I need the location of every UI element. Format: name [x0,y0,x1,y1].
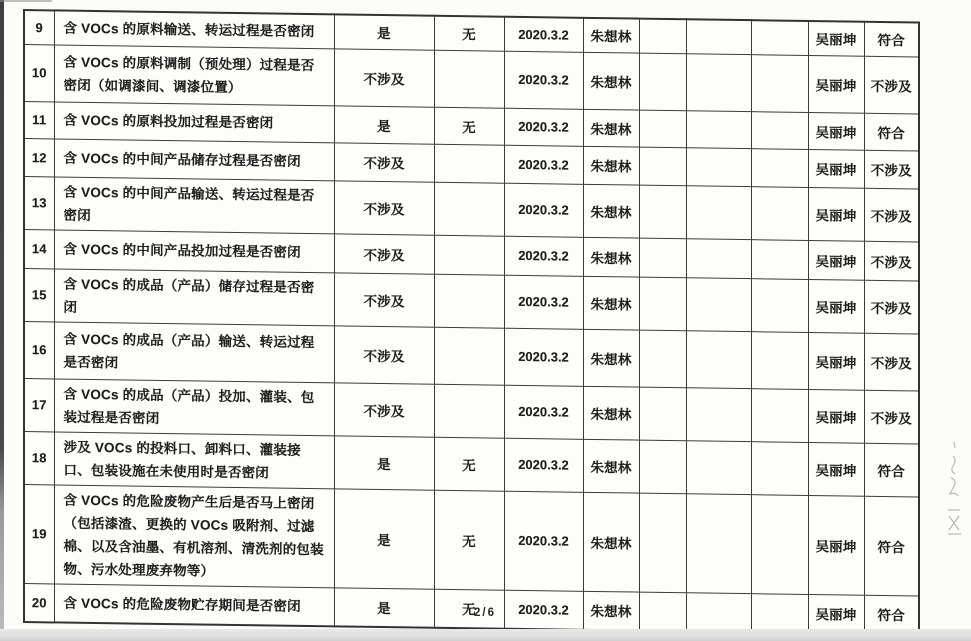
result-cell: 符合 [864,113,919,151]
row-number: 9 [24,10,54,44]
item-text: 含 VOCs 的中间产品储存过程是否密闭 [54,138,334,180]
row-number: 15 [24,268,54,321]
date-cell: 2020.3.2 [504,108,583,146]
item-text: 含 VOCs 的中间产品投加过程是否密闭 [54,229,334,272]
empty-cell [751,20,808,55]
empty-cell [751,441,808,495]
empty-cell [686,19,751,54]
empty-cell [686,277,751,331]
scan-edge-strip-left [0,0,4,641]
reviewer-cell: 吴丽坤 [808,279,864,333]
empty-cell [639,185,686,239]
row-number: 19 [24,484,54,583]
table-row [24,484,919,595]
secondary-cell: 无 [434,16,504,51]
secondary-cell: 无 [434,107,504,145]
result-cell: 符合 [864,22,919,57]
item-text: 含 VOCs 的成品（产品）储存过程是否密闭 [54,268,334,325]
answer-cell: 不涉及 [334,272,434,326]
empty-cell [639,147,686,186]
reviewer-cell: 吴丽坤 [808,442,864,496]
secondary-cell: 无 [434,589,504,629]
inspector-cell: 朱想林 [583,146,639,185]
item-text: 含 VOCs 的中间产品输送、转运过程是否密闭 [54,176,334,233]
answer-cell: 是 [334,435,434,489]
empty-cell [686,53,751,111]
inspector-cell: 朱想林 [583,52,639,110]
row-number: 17 [24,378,54,431]
result-cell: 不涉及 [864,241,919,281]
row-number: 11 [24,101,54,138]
date-cell: 2020.3.2 [504,328,583,386]
secondary-cell [434,182,504,236]
reviewer-cell: 吴丽坤 [808,389,864,443]
date-cell: 2020.3.2 [504,183,583,237]
item-text: 涉及 VOCs 的投料口、卸料口、灌装接口、包装设施在未使用时是否密闭 [54,431,334,488]
secondary-cell: 无 [434,437,504,491]
empty-cell [751,494,808,594]
empty-cell [686,440,751,494]
secondary-cell [434,327,504,385]
empty-cell [686,493,751,593]
item-text: 含 VOCs 的危险废物产生后是否马上密闭（包括漆渣、更换的 VOCs 吸附剂、过滤棉、以及含油墨、有机溶剂、清洗剂的包装物、污水处理废弃物等） [54,484,334,587]
row-number: 16 [24,321,54,378]
empty-cell [639,238,686,278]
answer-cell: 不涉及 [334,142,434,181]
row-number: 18 [24,431,54,484]
inspector-cell: 朱想林 [583,18,639,53]
empty-cell [686,110,751,148]
empty-cell [751,593,808,633]
empty-cell [686,592,751,632]
answer-cell: 是 [334,488,434,588]
reviewer-cell: 吴丽坤 [808,332,864,390]
empty-cell [751,148,808,187]
date-cell: 2020.3.2 [504,51,583,109]
inspector-cell: 朱想林 [583,184,639,238]
inspector-cell: 朱想林 [583,591,639,631]
empty-cell [686,387,751,441]
row-number: 20 [24,583,54,622]
inspector-cell: 朱想林 [583,492,639,592]
answer-cell: 是 [334,105,434,143]
item-text: 含 VOCs 的成品（产品）输送、转运过程是否密闭 [54,321,334,382]
answer-cell: 不涉及 [334,325,434,383]
inspector-cell: 朱想林 [583,276,639,330]
date-cell: 2020.3.2 [504,385,583,439]
item-text: 含 VOCs 的原料投加过程是否密闭 [54,101,334,142]
secondary-cell [434,235,504,275]
reviewer-cell: 吴丽坤 [808,21,864,56]
result-cell: 符合 [864,496,919,596]
result-cell: 不涉及 [864,280,919,334]
empty-cell [639,53,686,111]
empty-cell [751,111,808,149]
answer-cell: 是 [334,587,434,627]
reviewer-cell: 吴丽坤 [808,112,864,150]
secondary-cell: 无 [434,490,504,590]
secondary-cell [434,274,504,328]
date-cell: 2020.3.2 [504,438,583,492]
scan-edge-strip-bottom [0,629,971,641]
date-cell: 2020.3.2 [504,145,583,184]
empty-cell [639,110,686,148]
empty-cell [751,388,808,442]
inspector-cell: 朱想林 [583,237,639,277]
empty-cell [751,239,808,279]
item-text: 含 VOCs 的原料输送、转运过程是否密闭 [54,10,334,48]
empty-cell [639,330,686,388]
inspector-cell: 朱想林 [583,329,639,387]
inspector-cell: 朱想林 [583,109,639,147]
empty-cell [639,277,686,331]
empty-cell [686,185,751,239]
item-text: 含 VOCs 的危险废物贮存期间是否密闭 [54,583,334,626]
inspector-cell: 朱想林 [583,439,639,493]
result-cell: 不涉及 [864,188,919,242]
item-text: 含 VOCs 的成品（产品）投加、灌装、包装过程是否密闭 [54,378,334,435]
date-cell: 2020.3.2 [504,590,583,630]
reviewer-cell: 吴丽坤 [808,187,864,241]
empty-cell [686,147,751,186]
date-cell: 2020.3.2 [504,491,583,591]
empty-cell [751,331,808,389]
row-number: 14 [24,229,54,268]
reviewer-cell: 吴丽坤 [808,55,864,113]
empty-cell [751,186,808,240]
reviewer-cell: 吴丽坤 [808,240,864,280]
answer-cell: 不涉及 [334,233,434,273]
result-cell: 不涉及 [864,390,919,444]
date-cell: 2020.3.2 [504,236,583,276]
handwritten-marks [936,438,966,548]
result-cell: 符合 [864,595,919,635]
answer-cell: 不涉及 [334,382,434,436]
row-number: 12 [24,138,54,176]
empty-cell [639,19,686,54]
empty-cell [639,440,686,494]
empty-cell [686,238,751,278]
empty-cell [639,592,686,632]
answer-cell: 不涉及 [334,180,434,234]
secondary-cell [434,144,504,183]
page-number: 2/6 [474,607,496,619]
row-number: 13 [24,176,54,229]
result-cell: 不涉及 [864,150,919,189]
vocs-checklist-table-wrap [23,9,920,636]
secondary-cell [434,50,504,108]
empty-cell [751,54,808,112]
answer-cell: 不涉及 [334,48,434,106]
empty-cell [751,278,808,332]
empty-cell [639,493,686,593]
scan-edge-smudge-top [0,0,52,2]
reviewer-cell: 吴丽坤 [808,495,864,595]
empty-cell [686,330,751,388]
vocs-checklist-table [23,9,920,636]
date-cell: 2020.3.2 [504,275,583,329]
answer-cell: 是 [334,14,434,49]
result-cell: 不涉及 [864,56,919,114]
reviewer-cell: 吴丽坤 [808,149,864,188]
table-body [24,10,919,634]
row-number: 10 [24,44,54,101]
item-text: 含 VOCs 的原料调制（预处理）过程是否密闭（如调漆间、调漆位置） [54,44,334,105]
secondary-cell [434,384,504,438]
reviewer-cell: 吴丽坤 [808,594,864,634]
result-cell: 符合 [864,443,919,497]
result-cell: 不涉及 [864,333,919,391]
inspector-cell: 朱想林 [583,386,639,440]
date-cell: 2020.3.2 [504,17,583,52]
empty-cell [639,387,686,441]
